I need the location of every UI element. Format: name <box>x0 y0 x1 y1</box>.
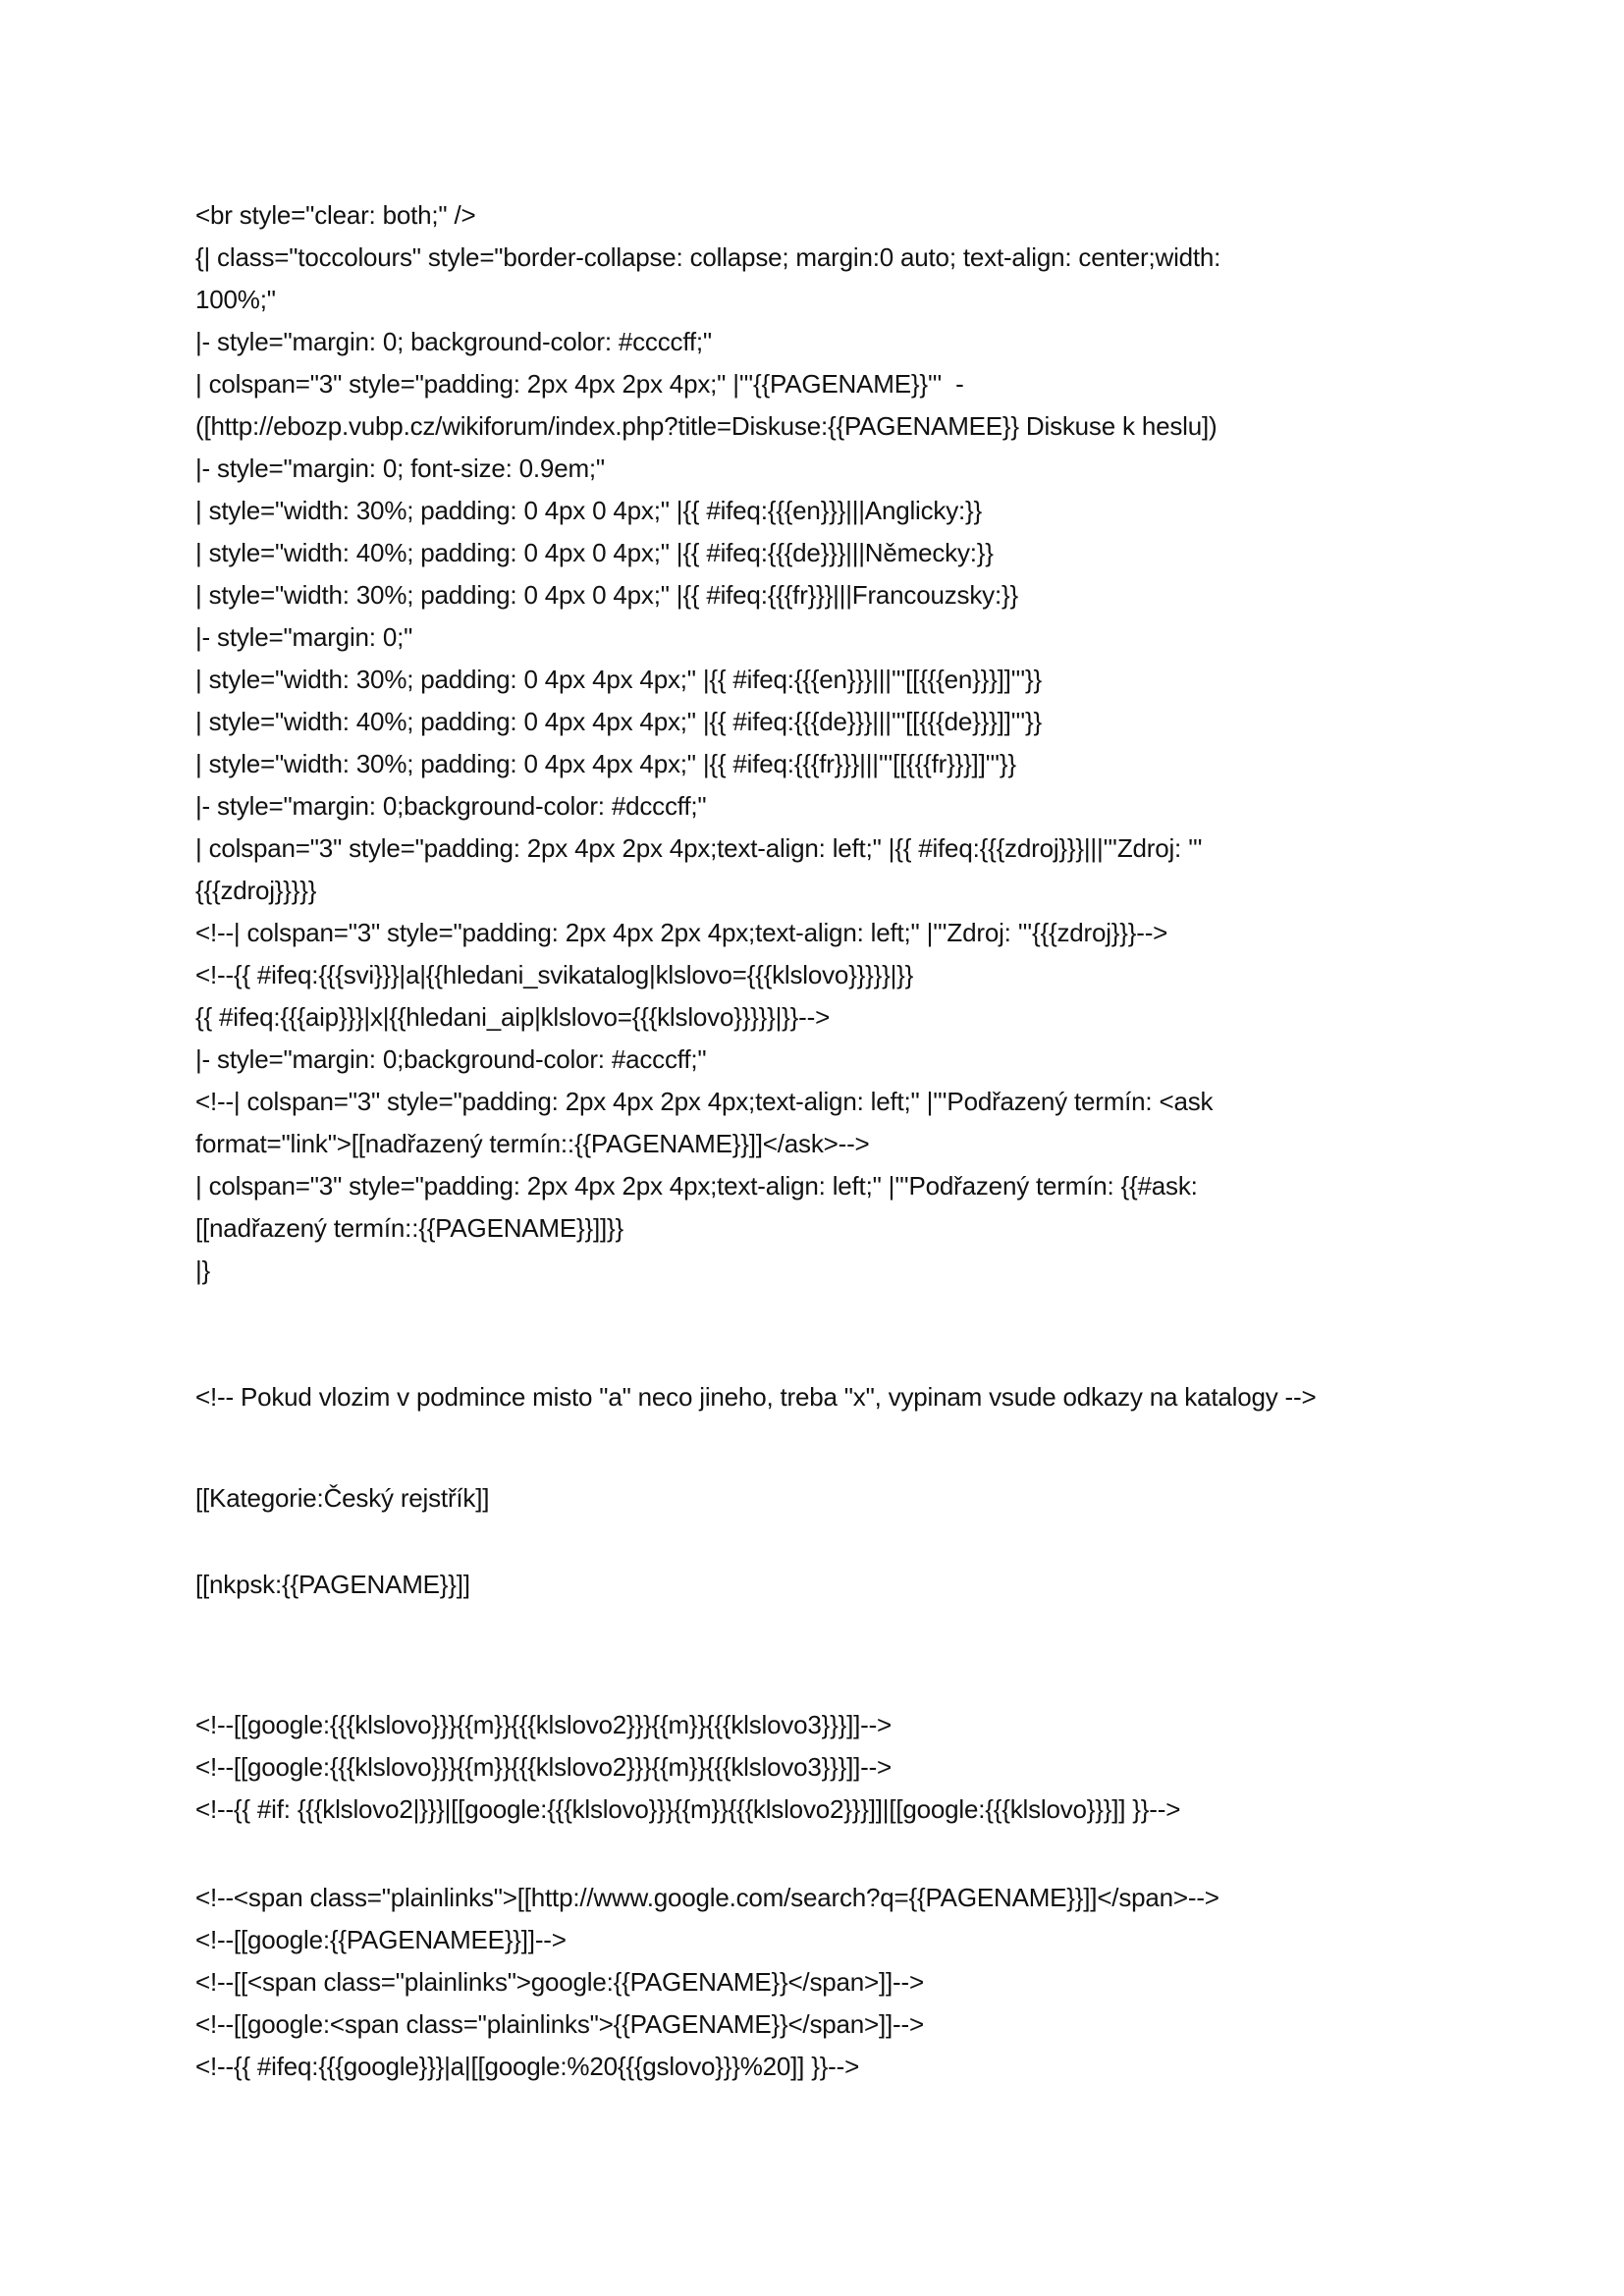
document-page <box>195 194 1462 2088</box>
text-line: |- style="margin: 0;background-color: #acccff;" <box>195 1044 707 1074</box>
spacer <box>195 1418 1462 1477</box>
text-line: <br style="clear: both;" /> <box>195 200 476 230</box>
text-line: <!--| colspan="3" style="padding: 2px 4px 2px 4px;text-align: left;" |'''Zdroj: '''{{{zdroj}}}--> <box>195 918 1168 947</box>
text-line: | style="width: 30%; padding: 0 4px 4px 4px;" |{{ #ifeq:{{{en}}}|||'''[[{{{en}}}]]'''}} <box>195 665 1042 694</box>
nkpsk-line: [[nkpsk:{{PAGENAME}}]] <box>195 1570 470 1599</box>
text-line: | style="width: 30%; padding: 0 4px 4px 4px;" |{{ #ifeq:{{{fr}}}|||'''[[{{{fr}}}]]'''}} <box>195 749 1016 778</box>
google-comment-block <box>195 1704 1462 1831</box>
text-line: <!--[[google:{{PAGENAMEE}}]]--> <box>195 1925 567 1954</box>
text-line: | style="width: 40%; padding: 0 4px 4px 4px;" |{{ #ifeq:{{{de}}}|||'''[[{{{de}}}]]'''}} <box>195 707 1042 736</box>
text-line: |- style="margin: 0;background-color: #dcccff;" <box>195 791 707 821</box>
text-line: |- style="margin: 0;" <box>195 622 413 652</box>
category-line: [[Kategorie:Český rejstřík]] <box>195 1483 490 1513</box>
text-line: <!--{{ #ifeq:{{{svi}}}|a|{{hledani_svikatalog|klslovo={{{klslovo}}}}}|}} <box>195 960 914 989</box>
spacer <box>195 1831 1462 1877</box>
text-line: <!--[[google:<span class="plainlinks">{{PAGENAME}}</span>]]--> <box>195 2009 924 2039</box>
text-line: | style="width: 30%; padding: 0 4px 0 4px;" |{{ #ifeq:{{{fr}}}|||Francouzsky:}} <box>195 580 1018 610</box>
spacer <box>195 1606 1462 1704</box>
text-line: format="link">[[nadřazený termín::{{PAGENAME}}]]</ask>--> <box>195 1129 870 1158</box>
wiki-table-markup-block <box>195 194 1462 1292</box>
text-line: |- style="margin: 0; font-size: 0.9em;" <box>195 454 605 483</box>
text-line: <!--[[google:{{{klslovo}}}{{m}}{{{klslovo2}}}{{m}}{{{klslovo3}}}]]--> <box>195 1710 893 1739</box>
text-line: {| class="toccolours" style="border-collapse: collapse; margin:0 auto; text-align: center;width: <box>195 242 1221 272</box>
text-line: <!--{{ #if: {{{klslovo2|}}}|[[google:{{{klslovo}}}{{m}}{{{klslovo2}}}]]|[[google:{{{klslovo}}}]] }}--> <box>195 1794 1181 1824</box>
text-line: | colspan="3" style="padding: 2px 4px 2px 4px;text-align: left;" |'''Podřazený termín: {{#ask: <box>195 1171 1198 1201</box>
text-line: {{ #ifeq:{{{aip}}}|x|{{hledani_aip|klslovo={{{klslovo}}}}}|}}--> <box>195 1002 831 1032</box>
text-line: |- style="margin: 0; background-color: #ccccff;" <box>195 327 712 356</box>
text-line: 100%;" <box>195 285 276 314</box>
text-line: [[nadřazený termín::{{PAGENAME}}]]}} <box>195 1213 624 1243</box>
text-line: {{{zdroj}}}}} <box>195 876 317 905</box>
spacer <box>195 1292 1462 1376</box>
text-line: <!--{{ #ifeq:{{{google}}}|a|[[google:%20{{{gslovo}}}%20]] }}--> <box>195 2052 860 2081</box>
text-line: <!--<span class="plainlinks">[[http://www.google.com/search?q={{PAGENAME}}]]</span>--> <box>195 1883 1219 1912</box>
text-line: | style="width: 40%; padding: 0 4px 0 4px;" |{{ #ifeq:{{{de}}}|||Německy:}} <box>195 538 994 567</box>
span-comment-block <box>195 1877 1462 2088</box>
text-line: <!--[[<span class="plainlinks">google:{{PAGENAME}}</span>]]--> <box>195 1967 924 1997</box>
comment-line: <!-- Pokud vlozim v podmince misto "a" neco jineho, treba "x", vypinam vsude odkazy na katalogy --> <box>195 1382 1317 1412</box>
text-line: |} <box>195 1255 211 1285</box>
text-line: | colspan="3" style="padding: 2px 4px 2px 4px;" |'''{{PAGENAME}}''' - <box>195 369 964 399</box>
text-line: <!--[[google:{{{klslovo}}}{{m}}{{{klslovo2}}}{{m}}{{{klslovo3}}}]]--> <box>195 1752 893 1782</box>
text-line: | style="width: 30%; padding: 0 4px 0 4px;" |{{ #ifeq:{{{en}}}|||Anglicky:}} <box>195 496 983 525</box>
text-line: <!--| colspan="3" style="padding: 2px 4px 2px 4px;text-align: left;" |'''Podřazený termín: <ask <box>195 1087 1214 1116</box>
text-line: ([http://ebozp.vubp.cz/wikiforum/index.php?title=Diskuse:{{PAGENAMEE}} Diskuse k heslu]) <box>195 411 1218 441</box>
spacer <box>195 1520 1462 1564</box>
text-line: | colspan="3" style="padding: 2px 4px 2px 4px;text-align: left;" |{{ #ifeq:{{{zdroj}}}|||'''Zdroj: ''' <box>195 833 1203 863</box>
